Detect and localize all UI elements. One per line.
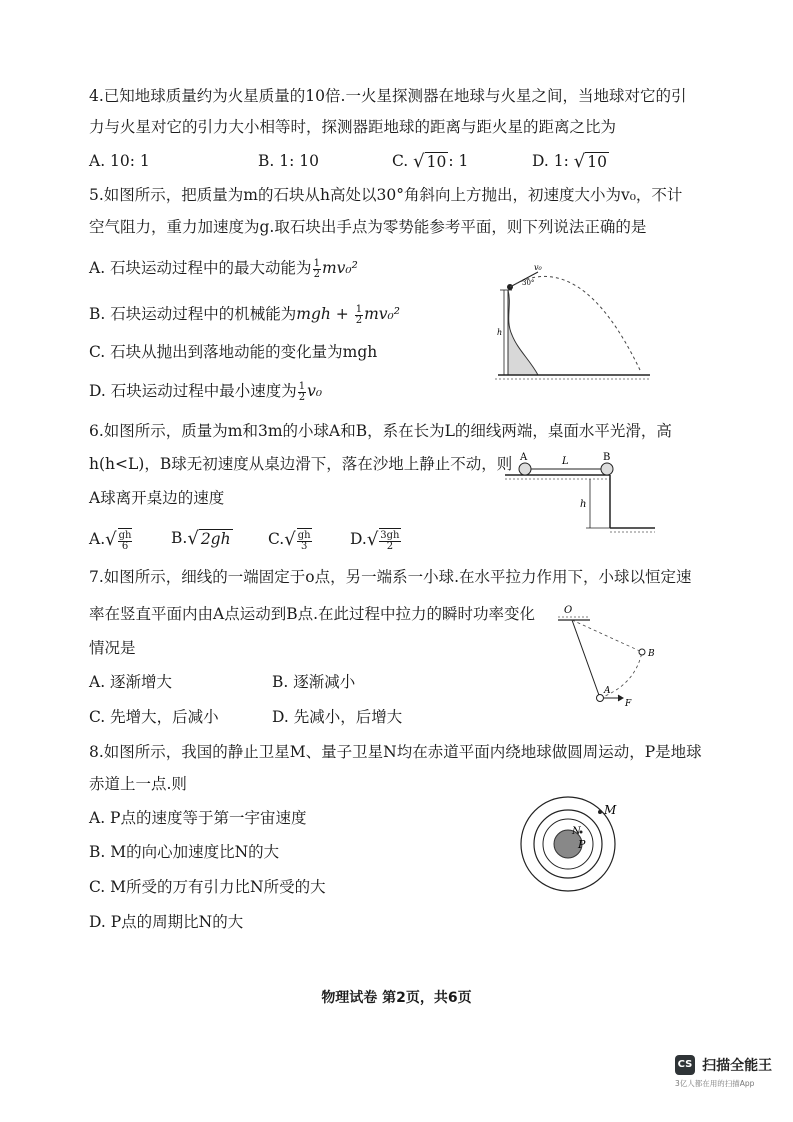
q6-stem-line3: A球离开桌边的速度 — [89, 489, 225, 507]
cs-logo-icon: CS — [675, 1055, 695, 1075]
q7-pendulum-figure — [550, 600, 670, 710]
q8-stem-line1: 8.如图所示，我国的静止卫星M、量子卫星N均在赤道平面内绕地球做圆周运动，P是地球 — [89, 743, 702, 761]
label-v0: v₀ — [534, 263, 542, 272]
q4-option-c: C. √ 10 : 1 — [392, 151, 469, 172]
q8-stem-line2: 赤道上一点.则 — [89, 775, 187, 793]
label-b: B — [648, 649, 655, 659]
q6-stem-line2: h(h<L)，B球无初速度从桌边滑下，落在沙地上静止不动，则 — [89, 455, 513, 473]
q8-option-d: D. P点的周期比N的大 — [89, 913, 244, 931]
q5-option-a: A. 石块运动过程中的最大动能为 $\frac{1}{2}$ mv₀² — [89, 257, 358, 280]
ball-b — [601, 463, 613, 475]
label-a: A — [520, 452, 528, 463]
q4-stem-line2: 力与火星对它的引力大小相等时，探测器距地球的距离与距火星的距离之比为 — [89, 118, 617, 136]
q6-option-a: A. √ $\frac{gh}{6}$ — [89, 529, 132, 552]
watermark-tagline: 3亿人都在用的扫描App — [675, 1078, 755, 1088]
cliff-shape — [508, 290, 538, 375]
label-n: N — [572, 826, 581, 837]
page-footer: 物理试卷 第2页，共6页 — [321, 990, 472, 1006]
label-m: M — [604, 803, 617, 817]
q8-option-a: A. P点的速度等于第一宇宙速度 — [89, 809, 307, 827]
q6-option-d: D. √ $\frac{3gh}{2}$ — [350, 529, 400, 552]
q8-orbit-figure — [518, 792, 638, 902]
ball-a — [519, 463, 531, 475]
trajectory-path — [510, 276, 640, 370]
q5-stem-line2: 空气阻力，重力加速度为g.取石块出手点为零势能参考平面，则下列说法正确的是 — [89, 218, 647, 236]
label-a: A — [604, 686, 611, 696]
q7-option-b: B. 逐渐减小 — [272, 673, 356, 691]
watermark-app-name: 扫描全能王 — [702, 1057, 773, 1074]
label-p: P — [578, 838, 586, 851]
q7-option-d: D. 先减小，后增大 — [272, 708, 403, 726]
q4-stem-line1: 4.已知地球质量约为火星质量的10倍.一火星探测器在地球与火星之间，当地球对它的引 — [89, 87, 687, 105]
label-h: h — [580, 499, 587, 510]
satellite-m — [598, 810, 602, 814]
label-angle: 30° — [522, 279, 535, 287]
q6-table-figure — [500, 450, 660, 535]
q7-stem-line2: 率在竖直平面内由A点运动到B点.在此过程中拉力的瞬时功率变化 — [89, 605, 536, 623]
q5-option-b: B. 石块运动过程中的机械能为mgh + $\frac{1}{2}$ mv₀² — [89, 303, 400, 326]
string-b — [572, 620, 642, 652]
ball-at-a — [597, 695, 604, 702]
q6-option-c: C. √ $\frac{gh}{3}$ — [268, 529, 311, 552]
q8-option-b: B. M的向心加速度比N的大 — [89, 843, 280, 861]
q8-option-c: C. M所受的万有引力比N所受的大 — [89, 878, 326, 896]
q4-option-b: B. 1: 10 — [258, 152, 319, 170]
q7-stem-line1: 7.如图所示，细线的一端固定于o点，另一端系一小球.在水平拉力作用下，小球以恒定速 — [89, 568, 692, 586]
scanner-watermark — [675, 1054, 772, 1089]
label-h: h — [497, 328, 503, 337]
q4-option-a: A. 10: 1 — [89, 152, 150, 170]
q7-stem-line3: 情况是 — [89, 639, 136, 657]
label-l: L — [562, 456, 569, 467]
label-f: F — [625, 699, 632, 709]
q5-stem-line1: 5.如图所示，把质量为m的石块从h高处以30°角斜向上方抛出，初速度大小为v₀，不计 — [89, 186, 683, 204]
q5-option-c: C. 石块从抛出到落地动能的变化量为mgh — [89, 343, 378, 361]
q5-option-d: D. 石块运动过程中最小速度为 $\frac{1}{2}$ v₀ — [89, 380, 323, 403]
q6-stem-line1: 6.如图所示，质量为m和3m的小球A和B，系在长为L的细线两端，桌面水平光滑，高 — [89, 422, 672, 440]
ball-at-b — [639, 649, 645, 655]
q7-option-a: A. 逐渐增大 — [89, 673, 173, 691]
q5-projectile-figure — [490, 260, 660, 385]
q6-option-b: B.√ 2gh — [171, 528, 231, 549]
q7-option-c: C. 先增大，后减小 — [89, 708, 219, 726]
label-o: O — [564, 605, 573, 616]
q4-option-d: D. 1: √ 10 — [532, 151, 607, 172]
label-b: B — [603, 452, 611, 463]
string-a — [572, 620, 600, 698]
